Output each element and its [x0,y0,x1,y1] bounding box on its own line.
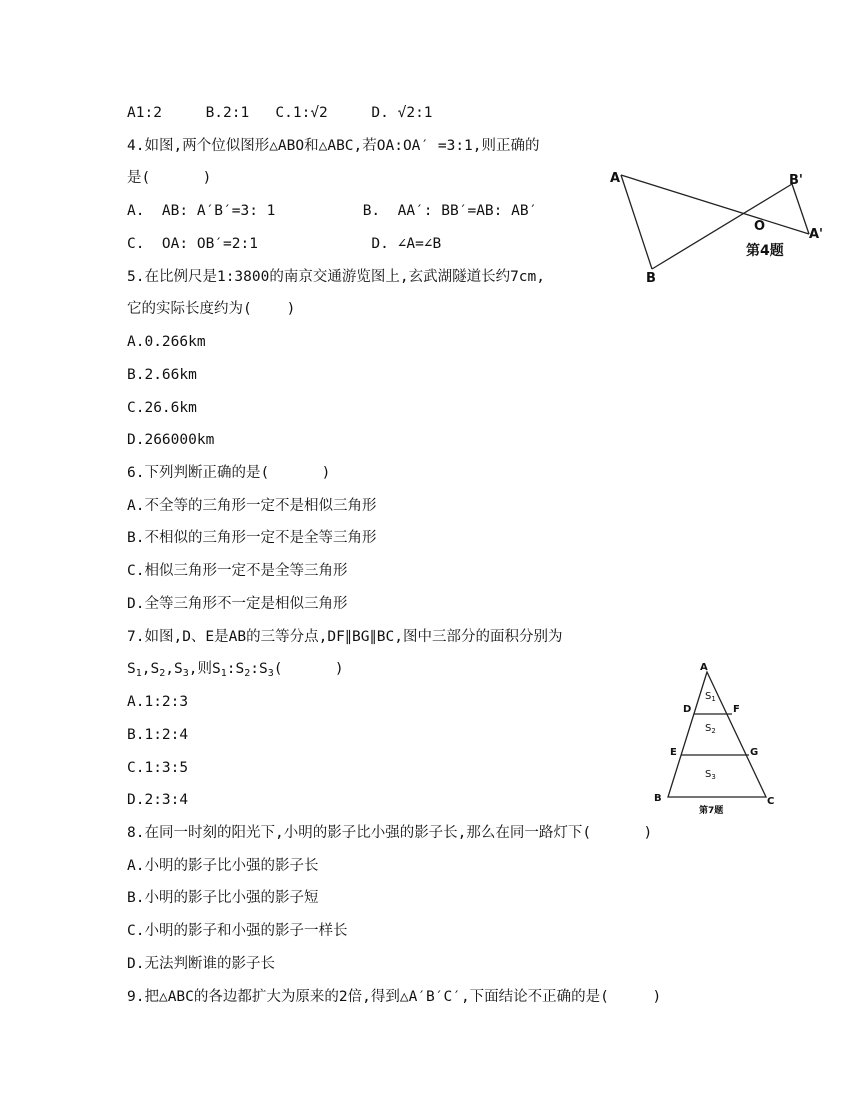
q7-option-d: D.2:3:4 [127,792,189,808]
q8-option-d: D.无法判断谁的影子长 [127,956,275,972]
q7-label-s1 [705,691,716,703]
q6-option-a: A.不全等的三角形一定不是相似三角形 [127,498,377,514]
q4-caption: 第4题 [746,243,784,259]
q7-label-b: B [654,793,662,804]
q8-option-c: C.小明的影子和小强的影子一样长 [127,923,348,939]
q7-sep1: ,S [141,661,160,677]
q6-option-d: D.全等三角形不一定是相似三角形 [127,596,348,612]
q7-s2-sub: 2 [159,668,166,679]
q7-label-e: E [670,747,677,758]
q7-figure [645,658,780,818]
q7-s3-sub: 3 [182,668,189,679]
q4-label-bprime: B' [789,173,803,188]
q7-label-f: F [733,704,740,715]
q7-colon1: :S [226,661,245,677]
q4-stem-line2: 是( ) [127,170,212,186]
q7-label-s2 [705,723,716,735]
q4-label-aprime: A' [809,227,824,242]
q7-stem-line2 [127,659,344,684]
q8-option-a: A.小明的影子比小强的影子长 [127,858,319,874]
q7-option-c: C.1:3:5 [127,760,189,776]
q4-label-b: B [646,271,656,286]
q9-stem: 9.把△ABC的各边都扩大为原来的2倍,得到△A′B′C′,下面结论不正确的是( ) [127,989,662,1005]
q7-r1-sub: 1 [220,668,227,679]
q4-label-o: O [754,219,766,234]
q7-s1: S [127,661,136,677]
q5-stem-line1: 5.在比例尺是1:3800的南京交通游览图上,玄武湖隧道长约7cm, [127,269,545,285]
q6-stem: 6.下列判断正确的是( ) [127,465,331,481]
q7-option-a: A.1:2:3 [127,694,189,710]
q5-option-b: B.2.66km [127,367,197,383]
q4-line-bprime-aprime [792,184,809,234]
q7-caption: 第7题 [699,806,724,816]
q7-label-s1-letter: S [705,691,712,702]
q8-stem: 8.在同一时刻的阳光下,小明的影子比小强的影子长,那么在同一路灯下( ) [127,825,653,841]
q5-option-c: C.26.6km [127,400,197,416]
q7-label-s2-letter: S [705,723,712,734]
q7-label-c: C [767,796,775,807]
q4-line-a-b [621,175,652,269]
q7-label-s3-letter: S [705,769,712,780]
q6-option-b: B.不相似的三角形一定不是全等三角形 [127,530,377,546]
q7-paren: ( ) [273,661,344,677]
q7-stem-line1: 7.如图,D、E是AB的三等分点,DF∥BG∥BC,图中三部分的面积分别为 [127,629,563,645]
q4-line-a-aprime [621,175,809,234]
q7-r3-sub: 3 [267,668,274,679]
q6-option-c: C.相似三角形一定不是全等三角形 [127,563,348,579]
q7-label-s2-sub: 2 [711,727,716,735]
q4-stem-line1: 4.如图,两个位似图形△ABO和△ABC,若OA:OA′ =3:1,则正确的 [127,138,540,154]
q5-stem-line2: 它的实际长度约为( ) [127,301,296,317]
q7-label-a: A [700,662,708,673]
q7-label-s1-sub: 1 [711,695,716,703]
q7-r2-sub: 2 [244,668,251,679]
q7-sep2: ,S [165,661,183,677]
q7-then: ,则S [188,661,221,677]
q7-label-d: D [683,704,692,715]
q3-options: A1:2 B.2:1 C.1:√2 D. √2:1 [127,105,433,121]
q8-option-b: B.小明的影子比小强的影子短 [127,890,319,906]
q7-triangle-abc [668,672,766,797]
q4-options-ab: A. AB: A′B′=3: 1 B. AA′: BB′=AB: AB′ [127,203,538,219]
q7-option-b: B.1:2:4 [127,727,189,743]
q7-label-s3-sub: 3 [711,773,716,781]
q7-colon2: :S [250,661,268,677]
q4-figure [600,162,830,287]
q7-label-g: G [750,747,759,758]
q4-options-cd: C. OA: OB′=2:1 D. ∠A=∠B [127,236,442,252]
q4-label-a: A [610,171,621,186]
q7-label-s3 [705,769,716,781]
q5-option-a: A.0.266km [127,334,206,350]
q5-option-d: D.266000km [127,432,215,448]
q7-s1-sub: 1 [135,668,142,679]
